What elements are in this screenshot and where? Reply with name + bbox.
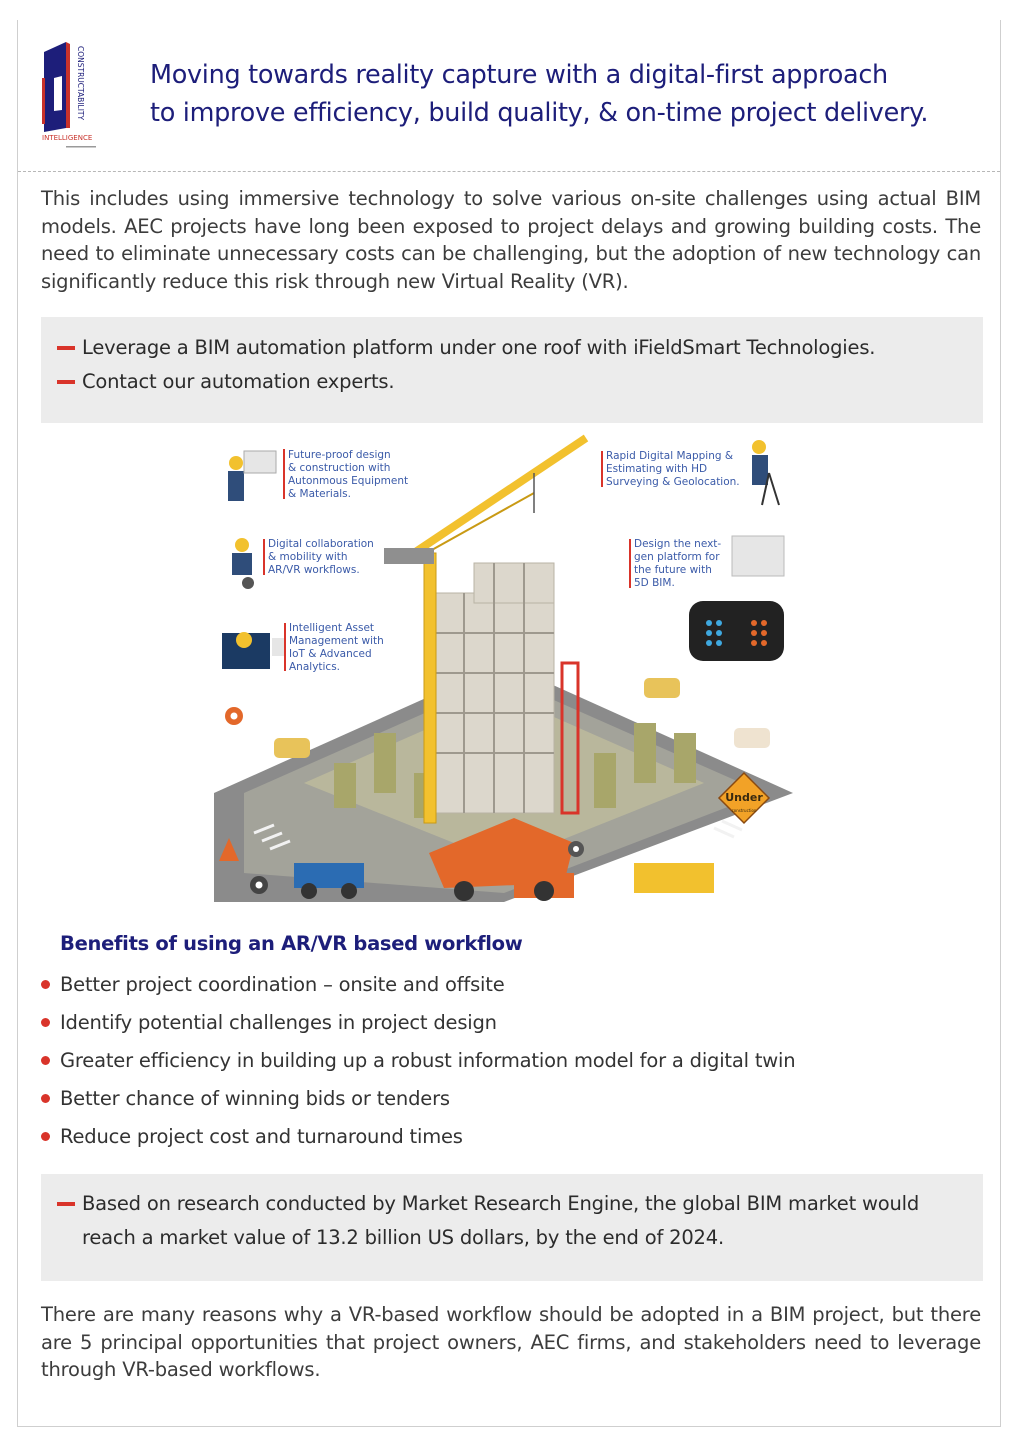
label-asset-mgmt-2: Management with [289, 635, 384, 647]
gear-icon [225, 707, 243, 725]
headline [150, 56, 980, 132]
construction-illustration [214, 433, 793, 902]
label-design-next-3: the future with [634, 564, 712, 576]
callout-cta [41, 317, 983, 423]
intro-paragraph: This includes using immersive technology to solve various on-site challenges using actual BIM models. AEC projects have long been exposed to project delays and growing building costs. The need to eliminate unnecessary costs can be challenging, but the adoption of new technology can significantly reduce this risk through new Virtual Reality (VR). [41, 187, 981, 293]
label-future-proof-3: Autonmous Equipment [288, 475, 409, 487]
benefit-item-text: Better project coordination – onsite and offsite [60, 973, 505, 996]
market-stat-text: Based on research conducted by Market Research Engine, the global BIM market would reach a market value of 13.2 billion US dollars, by the end of 2024. [82, 1192, 920, 1249]
sign-construction-text: construction [731, 808, 757, 813]
benefits-list [40, 966, 980, 1156]
callout-market-stat [41, 1174, 983, 1281]
benefit-item [40, 1080, 980, 1118]
callout-item [41, 1187, 923, 1255]
logo-small-text: INTELLIGENCE [42, 134, 93, 142]
label-design-next-2: gen platform for [634, 551, 720, 563]
label-future-proof-1: Future-proof design [288, 449, 391, 461]
gear-icon [568, 841, 584, 857]
label-digital-collab-3: AR/VR workflows. [268, 564, 360, 576]
blueprint-panel-icon [732, 536, 784, 576]
callout-item [41, 365, 983, 399]
closing-paragraph: There are many reasons why a VR-based workflow should be adopted in a BIM project, but there are 5 principal opportunities that project owners, AEC firms, and stakeholders need to leverage through VR-based workflows. [41, 1303, 981, 1381]
callout-item-text: Contact our automation experts. [82, 370, 395, 393]
dashed-divider [18, 171, 1000, 172]
label-rapid-mapping-2: Estimating with HD [606, 463, 708, 475]
benefit-item-text: Identify potential challenges in project design [60, 1011, 497, 1034]
red-dot-bullet [41, 980, 50, 989]
label-asset-mgmt-1: Intelligent Asset [289, 622, 375, 634]
benefit-item [40, 1042, 980, 1080]
sign-under-text: Under [725, 791, 763, 804]
benefit-item [40, 1118, 980, 1156]
label-digital-collab-2: & mobility with [268, 551, 348, 563]
headline-line-1: Moving towards reality capture with a digital-first approach [150, 60, 888, 90]
red-dash-bullet [57, 346, 75, 350]
label-design-next-1: Design the next- [634, 538, 722, 550]
label-digital-collab-1: Digital collaboration [268, 538, 374, 550]
engineer-icon-1 [228, 451, 276, 501]
benefit-item [40, 966, 980, 1004]
label-rapid-mapping-1: Rapid Digital Mapping & [606, 450, 734, 462]
callout-item [41, 331, 983, 365]
label-design-next-4: 5D BIM. [634, 577, 675, 589]
engineer-icon-2 [232, 538, 254, 589]
benefit-item-text: Greater efficiency in building up a robust information model for a digital twin [60, 1049, 796, 1072]
red-dot-bullet [41, 1094, 50, 1103]
label-future-proof-2: & construction with [288, 462, 391, 474]
red-dash-bullet [57, 380, 75, 384]
red-dot-bullet [41, 1018, 50, 1027]
red-dot-bullet [41, 1056, 50, 1065]
label-rapid-mapping-3: Surveying & Geolocation. [606, 476, 740, 488]
red-dash-bullet [57, 1202, 75, 1206]
red-dot-bullet [41, 1132, 50, 1141]
engineer-icon-3 [222, 632, 286, 669]
label-future-proof-4: & Materials. [288, 488, 351, 500]
label-asset-mgmt-3: IoT & Advanced [289, 648, 372, 660]
company-logo [40, 38, 112, 153]
benefit-item [40, 1004, 980, 1042]
logo-vertical-text: CONSTRUCTABILITY [76, 46, 85, 121]
label-asset-mgmt-4: Analytics. [289, 661, 341, 673]
benefit-item-text: Better chance of winning bids or tenders [60, 1087, 450, 1110]
benefits-title: Benefits of using an AR/VR based workflow [60, 932, 523, 955]
benefit-item-text: Reduce project cost and turnaround times [60, 1125, 463, 1148]
surveyor-icon [752, 440, 779, 505]
headline-line-2: to improve efficiency, build quality, & on-time project delivery. [150, 98, 929, 128]
callout-item-text: Leverage a BIM automation platform under one roof with iFieldSmart Technologies. [82, 336, 876, 359]
gear-icon [250, 876, 268, 894]
